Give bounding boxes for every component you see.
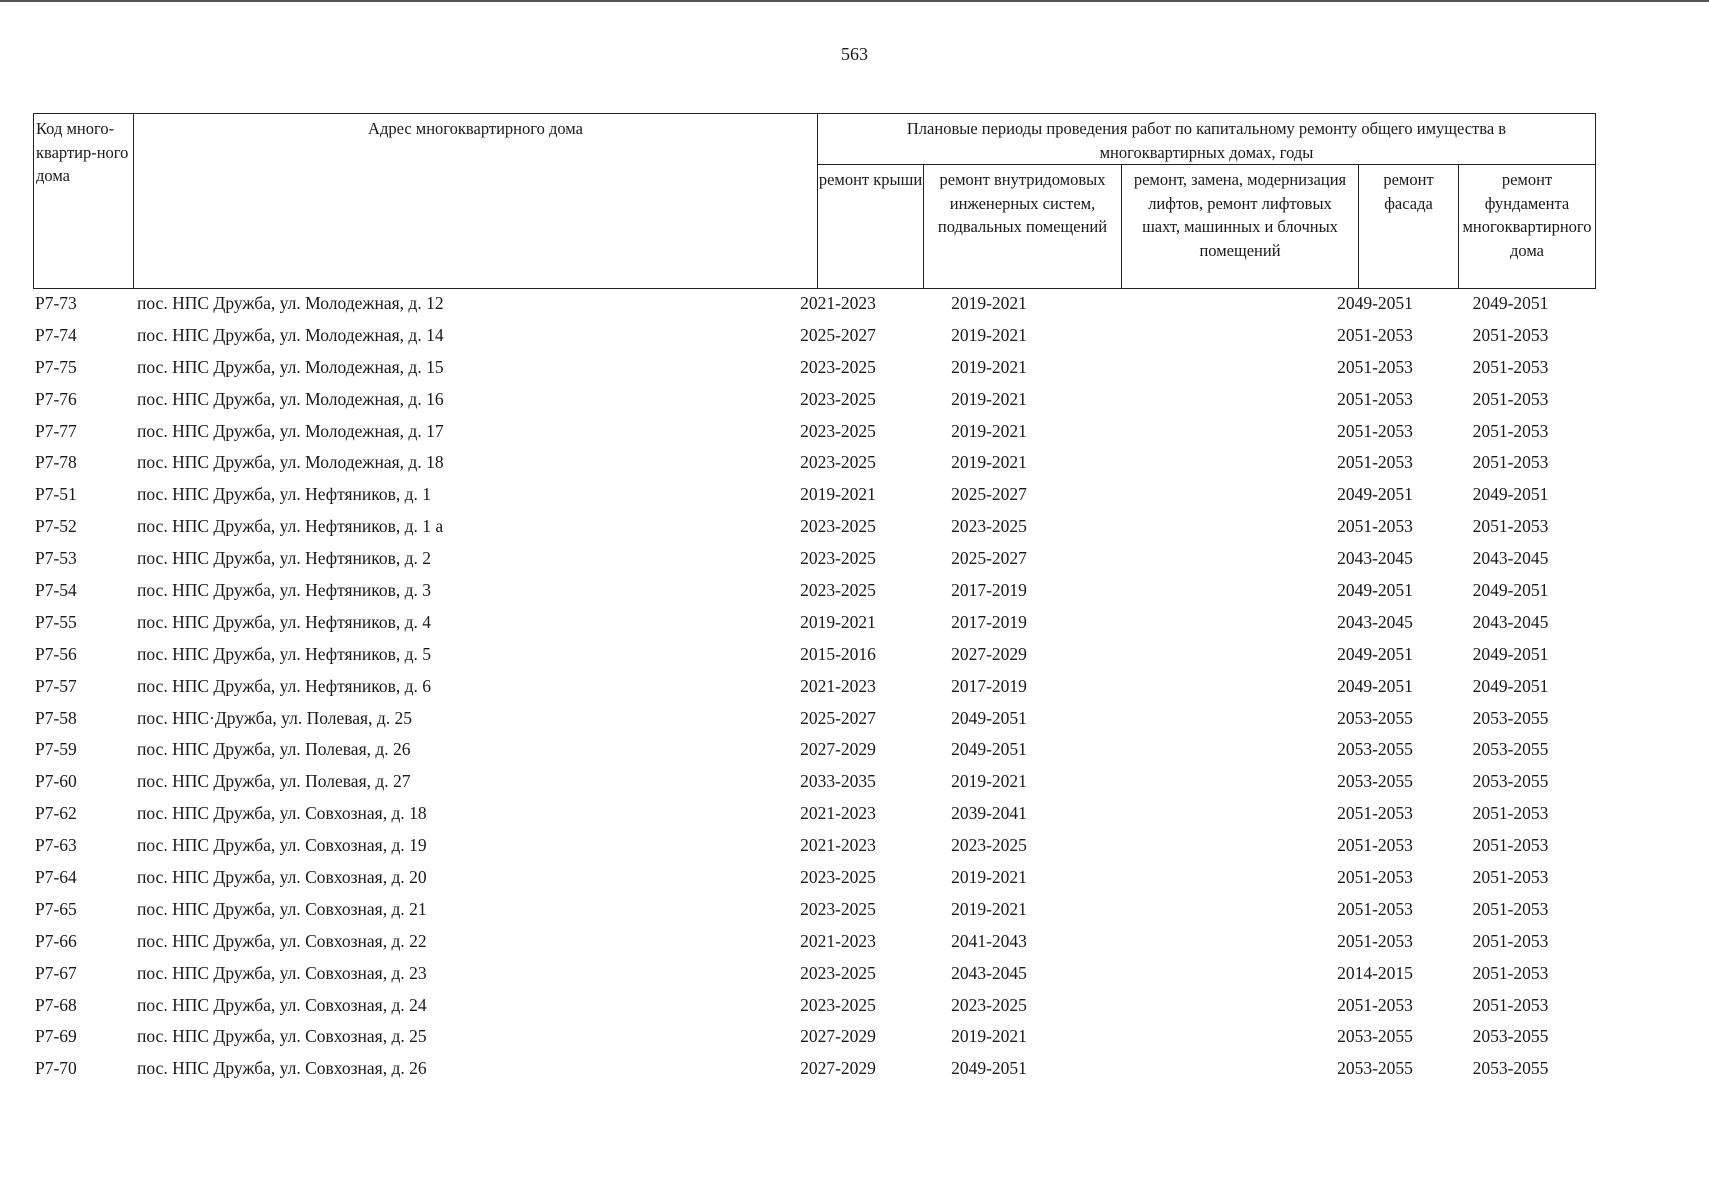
cell-engineering: 2049-2051 xyxy=(951,739,1027,760)
header-facade: ремонт фасада xyxy=(1358,164,1459,289)
cell-facade: 2049-2051 xyxy=(1337,484,1413,505)
cell-roof: 2023-2025 xyxy=(800,388,876,409)
cell-engineering: 2019-2021 xyxy=(951,898,1027,919)
cell-foundation: 2051-2053 xyxy=(1472,867,1549,888)
cell-foundation: 2053-2055 xyxy=(1472,739,1549,760)
cell-address: пос. НПС Дружба, ул. Молодежная, д. 16 xyxy=(137,388,444,409)
cell-facade: 2051-2053 xyxy=(1337,803,1413,824)
cell-code: Р7-53 xyxy=(35,548,77,569)
cell-foundation: 2051-2053 xyxy=(1472,420,1549,441)
cell-engineering: 2019-2021 xyxy=(951,293,1027,313)
header-periods: Плановые периоды проведения работ по капитальному ремонту общего имущества в многоквартирных домах, годы xyxy=(817,113,1596,165)
cell-roof: 2027-2029 xyxy=(800,1058,876,1079)
cell-address: пос. НПС·Дружба, ул. Полевая, д. 25 xyxy=(137,707,412,728)
cell-address: пос. НПС Дружба, ул. Нефтяников, д. 4 xyxy=(137,611,432,632)
cell-facade: 2051-2053 xyxy=(1337,994,1413,1015)
cell-roof: 2027-2029 xyxy=(800,739,876,760)
cell-foundation: 2051-2053 xyxy=(1472,356,1549,377)
table-row xyxy=(0,960,1709,992)
cell-foundation: 2049-2051 xyxy=(1472,293,1549,313)
cell-code: Р7-51 xyxy=(35,484,77,505)
cell-code: Р7-57 xyxy=(35,675,77,696)
cell-facade: 2051-2053 xyxy=(1337,324,1413,345)
cell-foundation: 2049-2051 xyxy=(1472,484,1549,505)
cell-address: пос. НПС Дружба, ул. Нефтяников, д. 1 а xyxy=(137,516,444,537)
cell-foundation: 2051-2053 xyxy=(1472,835,1549,856)
cell-roof: 2021-2023 xyxy=(800,293,876,313)
table-row xyxy=(0,290,1709,322)
table-row xyxy=(0,896,1709,928)
header-address: Адрес многоквартирного дома xyxy=(133,113,818,289)
cell-roof: 2033-2035 xyxy=(800,771,876,792)
cell-engineering: 2017-2019 xyxy=(951,580,1027,601)
cell-engineering: 2019-2021 xyxy=(951,324,1027,345)
cell-code: Р7-73 xyxy=(35,293,77,313)
cell-code: Р7-52 xyxy=(35,516,77,537)
table-row xyxy=(0,418,1709,450)
cell-facade: 2049-2051 xyxy=(1337,293,1413,313)
cell-roof: 2019-2021 xyxy=(800,611,876,632)
cell-address: пос. НПС Дружба, ул. Нефтяников, д. 5 xyxy=(137,643,432,664)
cell-facade: 2051-2053 xyxy=(1337,388,1413,409)
table-row xyxy=(0,928,1709,960)
cell-address: пос. НПС Дружба, ул. Совхозная, д. 22 xyxy=(137,930,427,951)
cell-address: пос. НПС Дружба, ул. Полевая, д. 27 xyxy=(137,771,411,792)
cell-foundation: 2051-2053 xyxy=(1472,516,1549,537)
cell-facade: 2051-2053 xyxy=(1337,930,1413,951)
cell-facade: 2053-2055 xyxy=(1337,739,1413,760)
cell-roof: 2025-2027 xyxy=(800,324,876,345)
table-row xyxy=(0,354,1709,386)
table-row xyxy=(0,705,1709,737)
cell-address: пос. НПС Дружба, ул. Нефтяников, д. 3 xyxy=(137,580,432,601)
cell-address: пос. НПС Дружба, ул. Совхозная, д. 24 xyxy=(137,994,427,1015)
cell-roof: 2023-2025 xyxy=(800,356,876,377)
cell-address: пос. НПС Дружба, ул. Полевая, д. 26 xyxy=(137,739,411,760)
cell-code: Р7-58 xyxy=(35,707,77,728)
table-row xyxy=(0,736,1709,768)
header-code: Код много-квартир-ного дома xyxy=(33,113,134,289)
cell-foundation: 2049-2051 xyxy=(1472,643,1549,664)
table-row xyxy=(0,673,1709,705)
table-row xyxy=(0,449,1709,481)
table-header xyxy=(33,113,1596,289)
cell-foundation: 2051-2053 xyxy=(1472,898,1549,919)
cell-roof: 2025-2027 xyxy=(800,707,876,728)
cell-engineering: 2019-2021 xyxy=(951,388,1027,409)
cell-code: Р7-75 xyxy=(35,356,77,377)
cell-code: Р7-59 xyxy=(35,739,77,760)
table-row xyxy=(0,992,1709,1024)
cell-address: пос. НПС Дружба, ул. Совхозная, д. 25 xyxy=(137,1026,427,1047)
cell-roof: 2019-2021 xyxy=(800,484,876,505)
cell-roof: 2023-2025 xyxy=(800,516,876,537)
cell-engineering: 2025-2027 xyxy=(951,548,1027,569)
cell-facade: 2053-2055 xyxy=(1337,771,1413,792)
cell-foundation: 2051-2053 xyxy=(1472,452,1549,473)
cell-foundation: 2051-2053 xyxy=(1472,324,1549,345)
cell-address: пос. НПС Дружба, ул. Совхозная, д. 19 xyxy=(137,835,427,856)
page-top-border xyxy=(0,0,1709,2)
cell-engineering: 2019-2021 xyxy=(951,420,1027,441)
cell-engineering: 2019-2021 xyxy=(951,356,1027,377)
cell-address: пос. НПС Дружба, ул. Молодежная, д. 17 xyxy=(137,420,444,441)
cell-address: пос. НПС Дружба, ул. Совхозная, д. 23 xyxy=(137,962,427,983)
cell-code: Р7-64 xyxy=(35,867,77,888)
cell-facade: 2051-2053 xyxy=(1337,356,1413,377)
table-row xyxy=(0,1023,1709,1055)
cell-foundation: 2051-2053 xyxy=(1472,388,1549,409)
cell-engineering: 2019-2021 xyxy=(951,867,1027,888)
cell-code: Р7-55 xyxy=(35,611,77,632)
table-row xyxy=(0,513,1709,545)
cell-engineering: 2017-2019 xyxy=(951,675,1027,696)
cell-address: пос. НПС Дружба, ул. Совхозная, д. 20 xyxy=(137,867,427,888)
cell-roof: 2023-2025 xyxy=(800,452,876,473)
table-row xyxy=(0,386,1709,418)
cell-address: пос. НПС Дружба, ул. Нефтяников, д. 2 xyxy=(137,548,432,569)
cell-code: Р7-63 xyxy=(35,835,77,856)
cell-roof: 2021-2023 xyxy=(800,675,876,696)
cell-facade: 2051-2053 xyxy=(1337,835,1413,856)
table-row xyxy=(0,609,1709,641)
header-engineering: ремонт внутридомовых инженерных систем, подвальных помещений xyxy=(923,164,1122,289)
cell-facade: 2049-2051 xyxy=(1337,580,1413,601)
cell-roof: 2023-2025 xyxy=(800,962,876,983)
cell-engineering: 2027-2029 xyxy=(951,643,1027,664)
cell-foundation: 2053-2055 xyxy=(1472,707,1549,728)
cell-code: Р7-68 xyxy=(35,994,77,1015)
cell-facade: 2043-2045 xyxy=(1337,548,1413,569)
header-roof: ремонт крыши xyxy=(817,164,924,289)
cell-facade: 2053-2055 xyxy=(1337,1058,1413,1079)
cell-roof: 2023-2025 xyxy=(800,548,876,569)
cell-foundation: 2053-2055 xyxy=(1472,1026,1549,1047)
table-row xyxy=(0,545,1709,577)
cell-roof: 2015-2016 xyxy=(800,643,876,664)
table-row xyxy=(0,577,1709,609)
cell-engineering: 2019-2021 xyxy=(951,1026,1027,1047)
table-body xyxy=(0,290,1709,1087)
cell-foundation: 2051-2053 xyxy=(1472,962,1549,983)
table-row xyxy=(0,481,1709,513)
cell-roof: 2023-2025 xyxy=(800,580,876,601)
cell-roof: 2023-2025 xyxy=(800,994,876,1015)
cell-code: Р7-65 xyxy=(35,898,77,919)
cell-roof: 2021-2023 xyxy=(800,835,876,856)
cell-foundation: 2051-2053 xyxy=(1472,994,1549,1015)
cell-facade: 2051-2053 xyxy=(1337,420,1413,441)
cell-code: Р7-66 xyxy=(35,930,77,951)
cell-facade: 2051-2053 xyxy=(1337,516,1413,537)
cell-foundation: 2049-2051 xyxy=(1472,580,1549,601)
cell-engineering: 2017-2019 xyxy=(951,611,1027,632)
cell-code: Р7-69 xyxy=(35,1026,77,1047)
cell-address: пос. НПС Дружба, ул. Молодежная, д. 12 xyxy=(137,293,444,313)
cell-engineering: 2023-2025 xyxy=(951,516,1027,537)
cell-engineering: 2023-2025 xyxy=(951,835,1027,856)
cell-engineering: 2019-2021 xyxy=(951,771,1027,792)
cell-facade: 2053-2055 xyxy=(1337,707,1413,728)
cell-address: пос. НПС Дружба, ул. Молодежная, д. 15 xyxy=(137,356,444,377)
cell-engineering: 2049-2051 xyxy=(951,707,1027,728)
cell-address: пос. НПС Дружба, ул. Совхозная, д. 18 xyxy=(137,803,427,824)
cell-engineering: 2019-2021 xyxy=(951,452,1027,473)
cell-foundation: 2043-2045 xyxy=(1472,611,1549,632)
cell-engineering: 2049-2051 xyxy=(951,1058,1027,1079)
cell-code: Р7-62 xyxy=(35,803,77,824)
cell-engineering: 2041-2043 xyxy=(951,930,1027,951)
cell-facade: 2051-2053 xyxy=(1337,898,1413,919)
cell-address: пос. НПС Дружба, ул. Нефтяников, д. 6 xyxy=(137,675,432,696)
page-number: 563 xyxy=(841,44,868,64)
table-row xyxy=(0,641,1709,673)
cell-facade: 2053-2055 xyxy=(1337,1026,1413,1047)
cell-roof: 2023-2025 xyxy=(800,867,876,888)
cell-engineering: 2043-2045 xyxy=(951,962,1027,983)
header-lifts: ремонт, замена, модернизация лифтов, ремонт лифтовых шахт, машинных и блочных помещений xyxy=(1121,164,1359,289)
table-row xyxy=(0,864,1709,896)
cell-address: пос. НПС Дружба, ул. Молодежная, д. 18 xyxy=(137,452,444,473)
cell-roof: 2023-2025 xyxy=(800,898,876,919)
cell-foundation: 2043-2045 xyxy=(1472,548,1549,569)
cell-foundation: 2051-2053 xyxy=(1472,803,1549,824)
cell-code: Р7-74 xyxy=(35,324,77,345)
cell-foundation: 2049-2051 xyxy=(1472,675,1549,696)
cell-engineering: 2023-2025 xyxy=(951,994,1027,1015)
cell-facade: 2051-2053 xyxy=(1337,867,1413,888)
table-row xyxy=(0,800,1709,832)
cell-foundation: 2053-2055 xyxy=(1472,1058,1549,1079)
cell-address: пос. НПС Дружба, ул. Нефтяников, д. 1 xyxy=(137,484,432,505)
cell-code: Р7-70 xyxy=(35,1058,77,1079)
cell-facade: 2049-2051 xyxy=(1337,675,1413,696)
table-row xyxy=(0,832,1709,864)
cell-address: пос. НПС Дружба, ул. Совхозная, д. 21 xyxy=(137,898,427,919)
table-row xyxy=(0,322,1709,354)
cell-foundation: 2053-2055 xyxy=(1472,771,1549,792)
cell-code: Р7-54 xyxy=(35,580,77,601)
cell-facade: 2043-2045 xyxy=(1337,611,1413,632)
cell-facade: 2049-2051 xyxy=(1337,643,1413,664)
cell-facade: 2051-2053 xyxy=(1337,452,1413,473)
cell-code: Р7-56 xyxy=(35,643,77,664)
cell-code: Р7-67 xyxy=(35,962,77,983)
table-row xyxy=(0,1055,1709,1087)
cell-code: Р7-77 xyxy=(35,420,77,441)
cell-address: пос. НПС Дружба, ул. Молодежная, д. 14 xyxy=(137,324,444,345)
cell-code: Р7-78 xyxy=(35,452,77,473)
cell-roof: 2021-2023 xyxy=(800,803,876,824)
table-row xyxy=(0,768,1709,800)
cell-code: Р7-60 xyxy=(35,771,77,792)
header-foundation: ремонт фундамента многоквартирного дома xyxy=(1458,164,1596,289)
cell-code: Р7-76 xyxy=(35,388,77,409)
cell-roof: 2023-2025 xyxy=(800,420,876,441)
cell-address: пос. НПС Дружба, ул. Совхозная, д. 26 xyxy=(137,1058,427,1079)
cell-engineering: 2025-2027 xyxy=(951,484,1027,505)
cell-foundation: 2051-2053 xyxy=(1472,930,1549,951)
cell-engineering: 2039-2041 xyxy=(951,803,1027,824)
cell-facade: 2014-2015 xyxy=(1337,962,1413,983)
cell-roof: 2021-2023 xyxy=(800,930,876,951)
cell-roof: 2027-2029 xyxy=(800,1026,876,1047)
